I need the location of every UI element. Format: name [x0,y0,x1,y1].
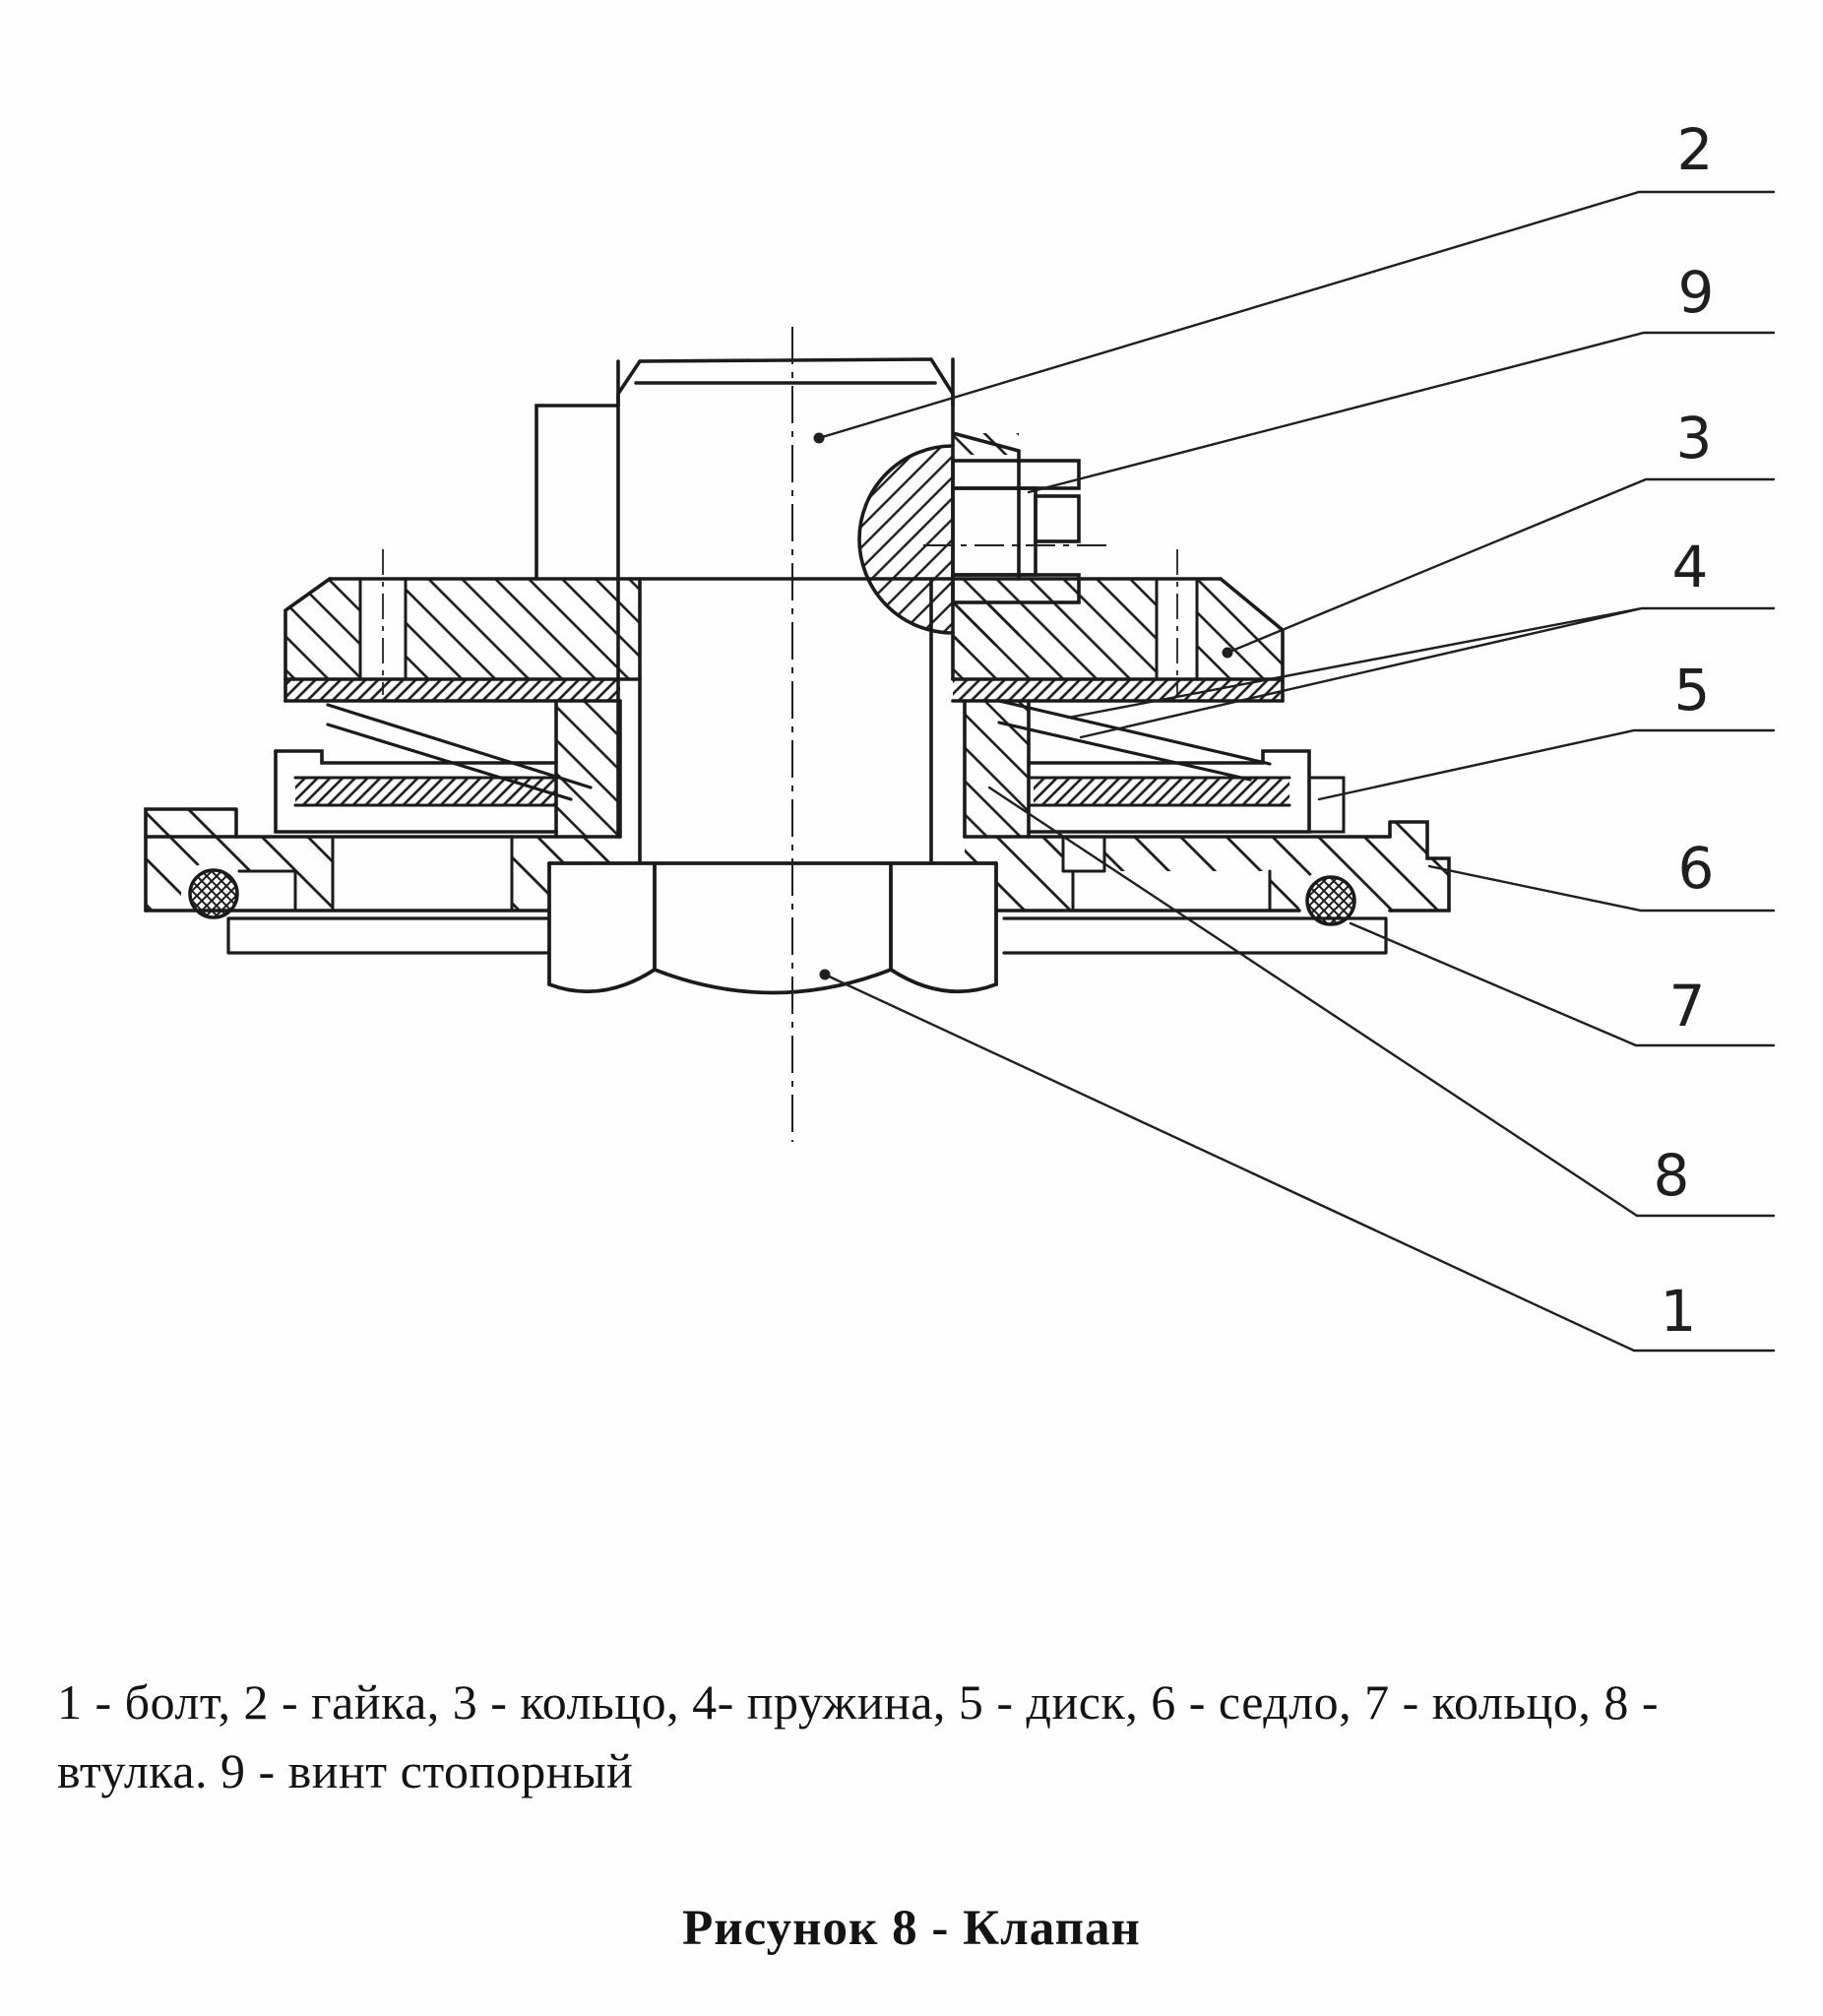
ball-washer-hatch [859,446,953,633]
leader-line-2 [819,192,1774,438]
legend-line-1: 1 - болт, 2 - гайка, 3 - кольцо, 4- пружина, 5 - диск, 6 - седло, 7 - кольцо, 8 - [57,1674,1660,1730]
set-screw-body [953,488,1036,575]
leader-line-9 [1029,333,1774,492]
sleeve-right-hatch [965,701,1029,837]
callout-7-label: 7 [1668,973,1706,1040]
leader-dot-1 [820,970,831,980]
seat-right-notch [1063,837,1104,871]
sleeve-left-hatch [556,701,620,837]
callout-8-label: 8 [1653,1142,1690,1209]
part-legend [57,1668,1790,1805]
nut-left-outline [536,406,618,579]
leader-line-6 [1429,866,1774,911]
flange-lip-left-hatch [285,679,620,701]
leader-line-5 [1319,730,1774,799]
wedge-below-screw-hatch [953,602,1019,646]
callout-5-label: 5 [1673,657,1711,724]
callout-2-label: 2 [1676,116,1714,183]
seat-left-step-hatch [146,809,236,837]
leader-dot-3 [1223,648,1233,659]
leader-dot-2 [814,433,825,444]
callout-4-label: 4 [1671,534,1709,600]
seat-right-tab-hatch [1390,822,1427,858]
nut-right-outline [953,433,1019,579]
leader-line-1 [825,975,1774,1351]
leader-lines [819,192,1774,1351]
flange-left-hatch [285,579,640,679]
bottom-plate-left [228,918,566,953]
seat-right-cutout [1073,871,1270,911]
flange-lip-right-hatch [953,679,1283,701]
spring-right-lines [999,701,1270,780]
callout-3-label: 3 [1675,405,1713,472]
seat-right-rim-hatch [1390,858,1449,911]
leader-line-7 [1351,923,1774,1045]
seat-left-cutout-small [239,871,295,911]
callout-9-label: 9 [1677,259,1715,326]
legend-line-2: втулка. 9 - винт стопорный [57,1743,634,1798]
callout-6-label: 6 [1677,835,1715,902]
callout-1-label: 1 [1660,1278,1697,1345]
disc-right-step-block [1309,778,1344,832]
disc-right-packing-hatch [1034,778,1289,805]
seat-left-cutout [333,837,512,911]
figure-caption: Рисунок 8 - Клапан [682,1901,1141,1956]
set-screw-slot [1036,496,1079,541]
